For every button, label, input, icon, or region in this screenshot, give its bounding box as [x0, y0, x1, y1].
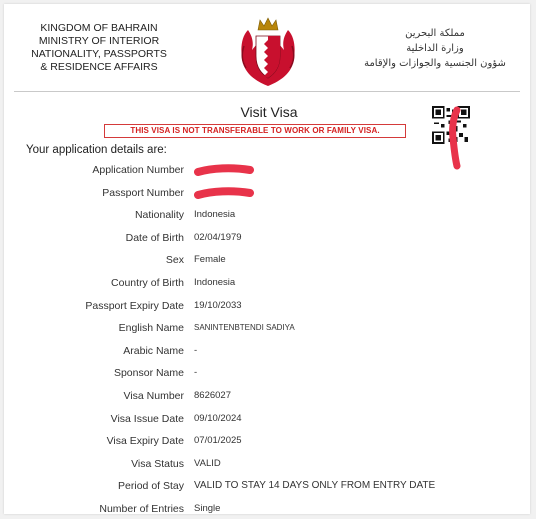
detail-label: Visa Number — [123, 390, 184, 402]
detail-value: 02/04/1979 — [194, 231, 242, 243]
detail-row — [4, 187, 530, 203]
detail-label: Arabic Name — [123, 344, 184, 357]
redaction-mark — [194, 187, 254, 201]
detail-value: - — [194, 344, 198, 356]
header-line-3: NATIONALITY, PASSPORTS — [31, 48, 167, 60]
detail-value: SANINTENBTENDI SADIYA — [194, 323, 295, 333]
detail-row — [4, 209, 530, 225]
detail-label: Application Number — [92, 164, 184, 176]
detail-label: Sponsor Name — [113, 367, 184, 380]
detail-value: 19/10/2033 — [194, 299, 242, 311]
detail-row — [4, 345, 530, 361]
intro-text: Your application details are: — [26, 144, 167, 156]
detail-row — [4, 503, 530, 519]
detail-label: Visa Status — [131, 457, 184, 470]
detail-value: Indonesia — [194, 209, 236, 221]
header-line-2: MINISTRY OF INTERIOR — [38, 35, 160, 47]
warning-banner: THIS VISA IS NOT TRANSFERABLE TO WORK OR FAMILY VISA. — [104, 124, 406, 138]
header-ar-line-1: مملكة البحرين — [405, 28, 465, 39]
detail-value: 09/10/2024 — [194, 412, 242, 424]
detail-row — [4, 322, 530, 338]
header-english — [24, 22, 174, 74]
detail-label: Visa Expiry Date — [106, 435, 184, 448]
header-line-4: & RESIDENCE AFFAIRS — [40, 61, 158, 73]
page-title: Visit Visa — [240, 104, 298, 120]
detail-row — [4, 232, 530, 248]
detail-value: - — [194, 367, 198, 379]
bahrain-coat-of-arms-icon — [238, 16, 298, 88]
redaction-mark — [194, 164, 254, 178]
detail-row — [4, 254, 530, 270]
detail-row — [4, 480, 530, 496]
detail-row — [4, 164, 530, 180]
detail-value: VALID TO STAY 14 DAYS ONLY FROM ENTRY DATE — [194, 480, 436, 492]
detail-label: English Name — [118, 322, 184, 335]
header-ar-line-3: شؤون الجنسية والجوازات والإقامة — [364, 58, 506, 69]
detail-value: 8626027 — [194, 390, 231, 401]
detail-label: Country of Birth — [111, 277, 184, 289]
detail-label: Period of Stay — [118, 480, 184, 493]
detail-row — [4, 390, 530, 406]
header-ar-line-2: وزارة الداخلية — [406, 43, 464, 54]
header-line-1: KINGDOM OF BAHRAIN — [40, 22, 158, 34]
detail-value: Female — [194, 254, 226, 266]
detail-value: 07/01/2025 — [194, 435, 242, 447]
detail-row — [4, 300, 530, 316]
detail-row — [4, 367, 530, 383]
detail-label: Nationality — [134, 209, 184, 222]
detail-label: Date of Birth — [125, 231, 184, 244]
visa-document — [4, 4, 530, 514]
detail-label: Passport Expiry Date — [85, 299, 184, 312]
detail-label: Number of Entries — [99, 503, 184, 515]
detail-value: Single — [194, 503, 221, 514]
detail-row — [4, 413, 530, 429]
detail-label: Passport Number — [102, 186, 184, 199]
header-divider — [14, 91, 520, 92]
detail-row — [4, 277, 530, 293]
detail-row — [4, 435, 530, 451]
detail-label: Sex — [165, 254, 184, 267]
header-arabic — [350, 26, 520, 71]
detail-value: Indonesia — [194, 277, 236, 288]
detail-value: VALID — [194, 457, 221, 469]
detail-row — [4, 458, 530, 474]
detail-label: Visa Issue Date — [110, 412, 184, 425]
